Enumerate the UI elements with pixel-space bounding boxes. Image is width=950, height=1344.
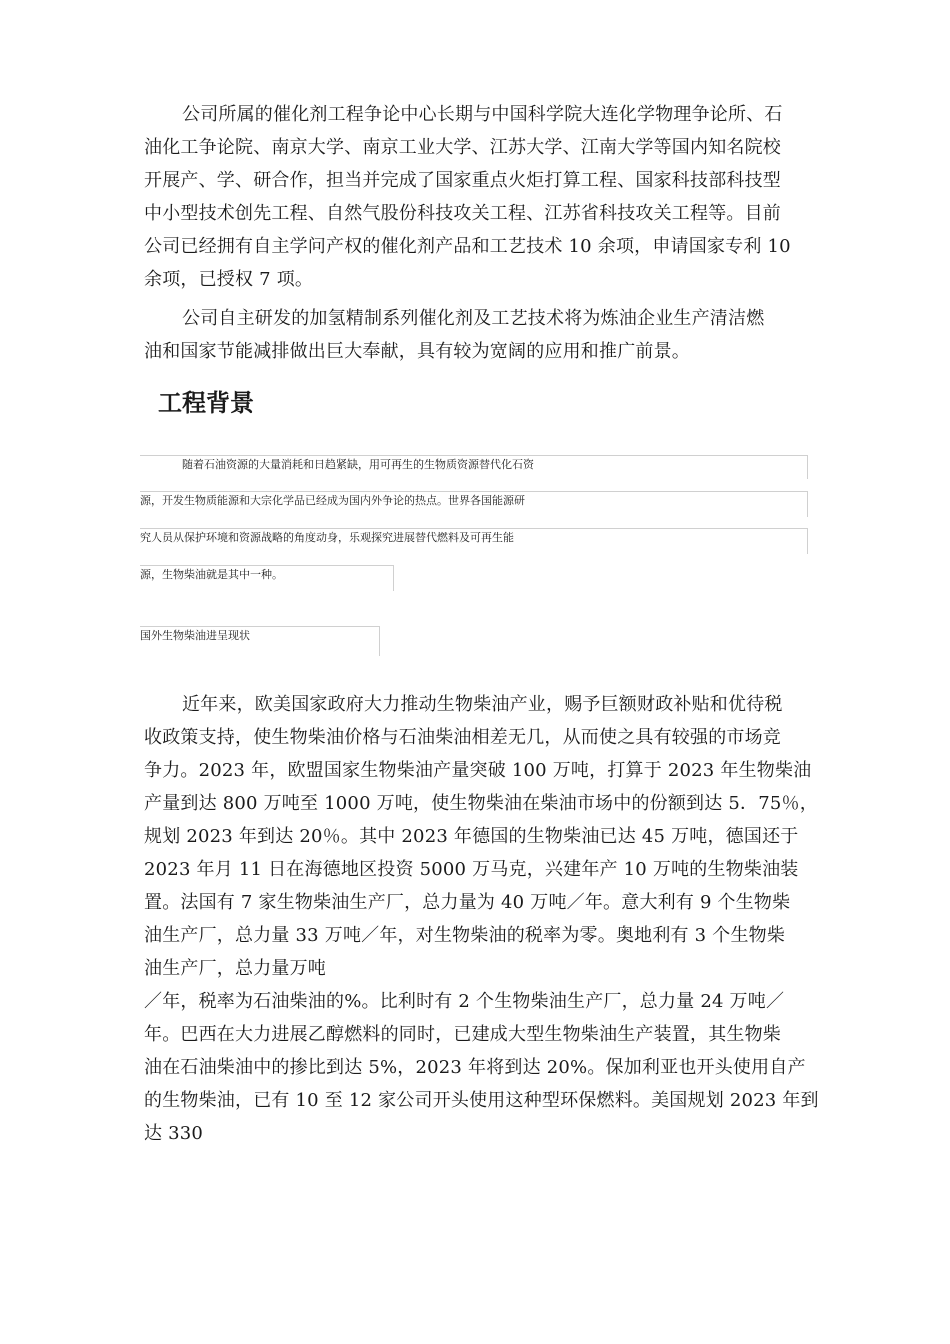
text-line: 2023 年月 11 日在海德地区投资 5000 万马克，兴建年产 10 万吨的生物柴油装 [144, 859, 799, 880]
text-line: 油在石油柴油中的掺比到达 5%，2023 年将到达 20%。保加利亚也开头使用自产 [144, 1057, 806, 1078]
text-line: 争力。2023 年，欧盟国家生物柴油产量突破 100 万吨，打算于 2023 年生物柴油 [144, 760, 812, 781]
intro-paragraph-2 [144, 302, 820, 368]
text-line: 油生产厂，总力量万吨 [144, 958, 326, 979]
text-line: 置。法国有 7 家生物柴油生产厂，总力量为 40 万吨／年。意大利有 9 个生物柴 [144, 892, 791, 913]
text-box-line [140, 491, 808, 517]
text-line: 公司已经拥有自主学问产权的催化剂产品和工艺技术 10 余项，申请国家专利 10 [144, 236, 791, 257]
box-text: 源，开发生物质能源和大宗化学品已经成为国内外争论的热点。世界各国能源研 [140, 494, 525, 507]
text-line: 油化工争论院、南京大学、南京工业大学、江苏大学、江南大学等国内知名院校 [144, 137, 781, 158]
box-text: 随着石油资源的大量消耗和日趋紧缺，用可再生的生物质资源替代化石资 [182, 458, 534, 471]
text-line: 年。巴西在大力进展乙醇燃料的同时，已建成大型生物柴油生产装置，其生物柴 [144, 1024, 781, 1045]
text-line: 油生产厂，总力量 33 万吨／年，对生物柴油的税率为零。奥地利有 3 个生物柴 [144, 925, 786, 946]
text-line: 规划 2023 年到达 20％。其中 2023 年德国的生物柴油已达 45 万吨，德国还于 [144, 826, 799, 847]
text-line: 达 330 [144, 1123, 204, 1144]
text-line: 近年来，欧美国家政府大力推动生物柴油产业，赐予巨额财政补贴和优待税 [182, 694, 783, 715]
text-line: ／年，税率为石油柴油的%。比利时有 2 个生物柴油生产厂，总力量 24 万吨／ [144, 991, 785, 1012]
text-line: 余项，已授权 7 项。 [144, 269, 314, 290]
text-box-line [140, 528, 808, 554]
text-line: 开展产、学、研合作，担当并完成了国家重点火炬打算工程、国家科技部科技型 [144, 170, 781, 191]
text-line: 公司所属的催化剂工程争论中心长期与中国科学院大连化学物理争论所、石 [182, 104, 783, 125]
box-text: 源，生物柴油就是其中一种。 [140, 568, 283, 581]
text-box-line [140, 455, 808, 479]
text-line: 油和国家节能减排做出巨大奉献，具有较为宽阔的应用和推广前景。 [144, 341, 690, 362]
text-box-line [140, 565, 394, 591]
text-line: 公司自主研发的加氢精制系列催化剂及工艺技术将为炼油企业生产清洁燃 [182, 308, 765, 329]
intro-paragraph-1 [144, 98, 820, 296]
body-paragraph-4 [144, 985, 820, 1150]
subheading-text: 国外生物柴油进呈现状 [140, 629, 250, 642]
section-heading: 工程背景 [158, 389, 254, 417]
text-line: 收政策支持，使生物柴油价格与石油柴油相差无几，从而使之具有较强的市场竞 [144, 727, 781, 748]
text-line: 的生物柴油，已有 10 至 12 家公司开头使用这种型环保燃料。美国规划 2023 年到 [144, 1090, 819, 1111]
text-line: 中小型技术创先工程、自然气股份科技攻关工程、江苏省科技攻关工程等。目前 [144, 203, 781, 224]
text-line: 产量到达 800 万吨至 1000 万吨，使生物柴油在柴油市场中的份额到达 5．75％， [144, 793, 818, 814]
body-paragraph-3 [144, 688, 820, 985]
subheading-box [140, 626, 380, 656]
box-text: 究人员从保护环境和资源战略的角度动身，乐观探究进展替代燃料及可再生能 [140, 531, 514, 544]
